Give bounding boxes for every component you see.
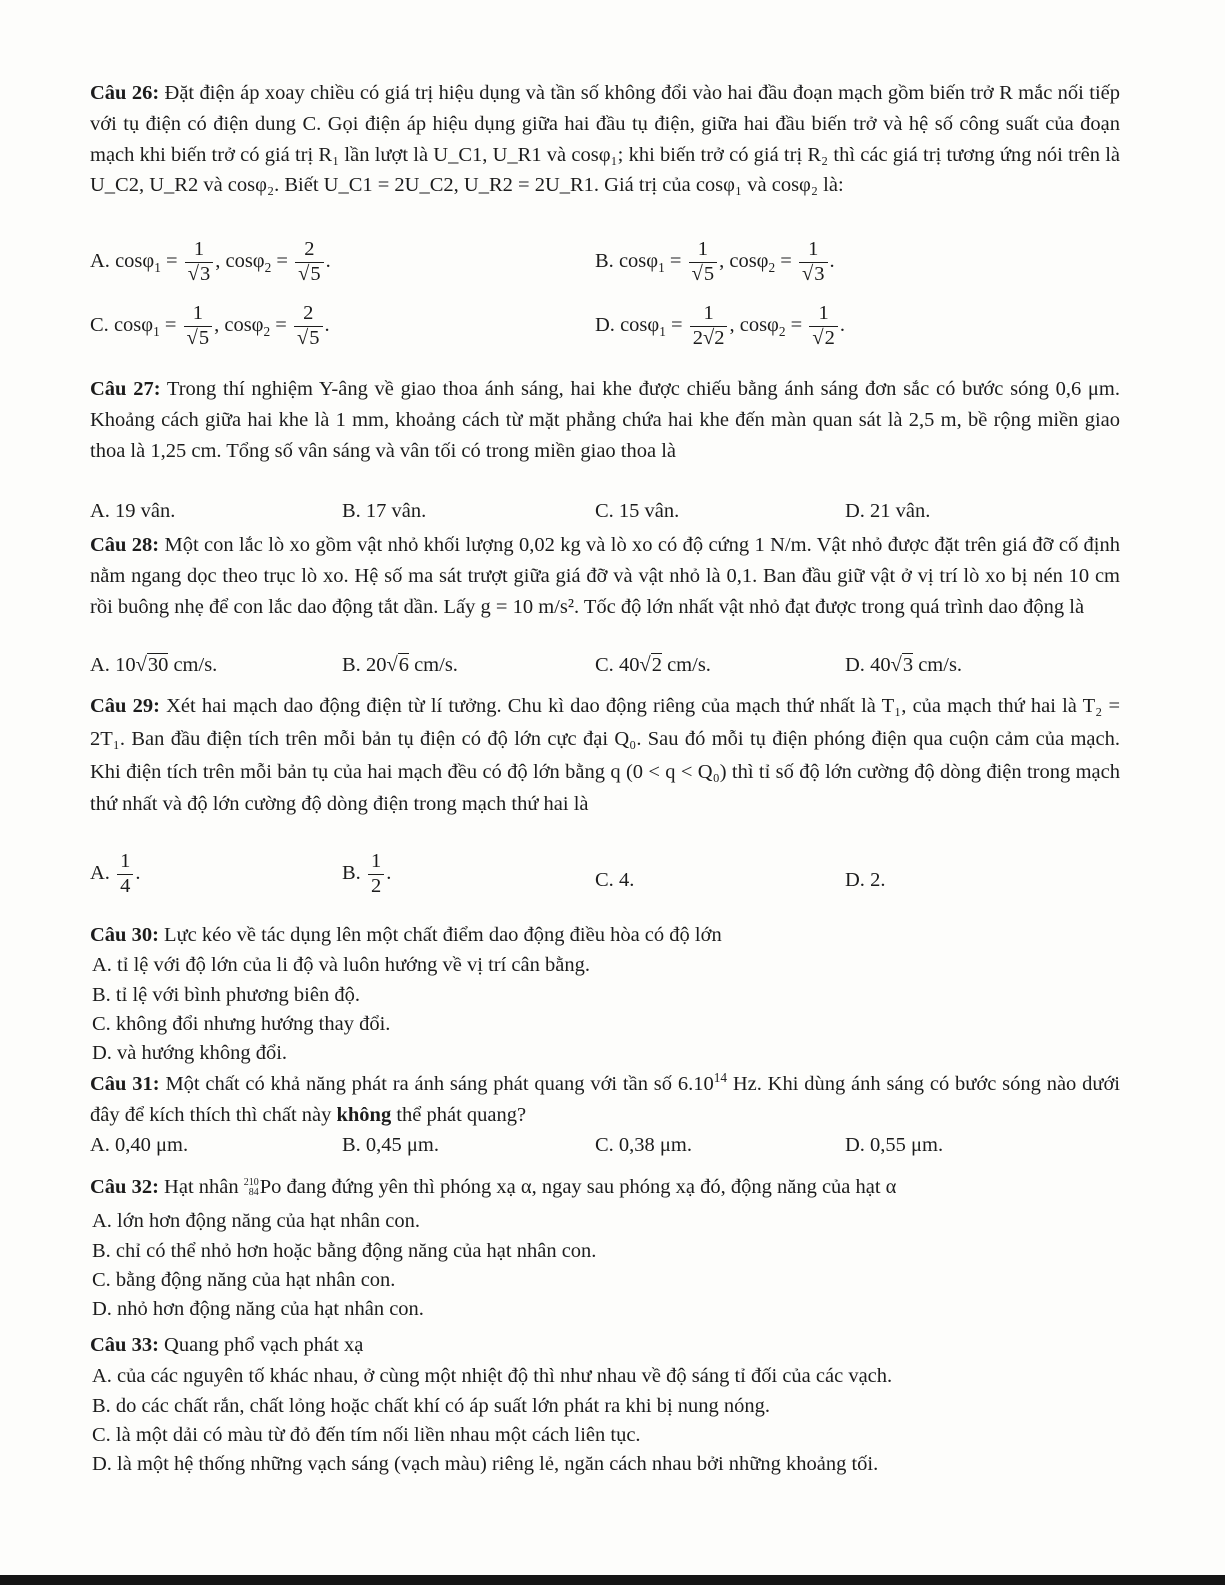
option-a: A. cosφ$_1$ = $\frac{1}{√3}$ , cosφ$_2$ = $\frac{2}{√5}$ . — [90, 238, 331, 285]
question-label: Câu 28: — [90, 534, 160, 556]
question-26 — [90, 78, 1120, 201]
question-33 — [90, 1330, 1120, 1361]
option-b: B. 0,45 μm. — [342, 1134, 439, 1156]
option-d: D. 21 vân. — [845, 500, 931, 522]
option-c: C. 15 vân. — [595, 500, 680, 522]
question-label: Câu 26: — [90, 82, 160, 104]
option-a: A. của các nguyên tố khác nhau, ở cùng một nhiệt độ thì như nhau về độ sáng tỉ đối của các vạch. — [92, 1365, 893, 1387]
question-30 — [90, 920, 1120, 951]
question-label: Câu 33: — [90, 1334, 159, 1356]
option-c: C. 40√2 cm/s. — [595, 654, 711, 676]
option-b: B. chỉ có thể nhỏ hơn hoặc bằng động năng của hạt nhân con. — [92, 1240, 597, 1262]
option-d: D. 0,55 μm. — [845, 1134, 944, 1156]
option-d: D. 40√3 cm/s. — [845, 654, 963, 676]
question-27-options — [90, 496, 1130, 526]
option-c: C. bằng động năng của hạt nhân con. — [92, 1269, 396, 1291]
option-b: B. $\frac{1}{2}$ . — [342, 850, 392, 897]
question-text: Đặt điện áp xoay chiều có giá trị hiệu dụng và tần số không đổi vào hai đầu đoạn mạch gồm biến trở R mắc nối tiếp với tụ điện có điện dung C. Gọi điện áp hiệu dụng giữa hai đầu tụ điện, giữa hai đầu biến trở và hệ số công suất của đoạn mạch khi biến trở có giá trị R₁ lần lượt là U_C1, U_R1 và cosφ₁; khi biến trở có giá trị R₂ thì các giá trị tương ứng nói trên là U_C2, U_R2 và cosφ₂. Biết U_C1 = 2U_C2, U_R2 = 2U_R1. Giá trị của cosφ₁ và cosφ₂ là: — [90, 82, 1120, 197]
question-label: Câu 32: — [90, 1176, 159, 1198]
option-b: B. 17 vân. — [342, 500, 427, 522]
option-d: D. 2. — [845, 869, 886, 891]
option-c: C. cosφ$_1$ = $\frac{1}{√5}$ , cosφ$_2$ = $\frac{2}{√5}$ . — [90, 302, 330, 349]
question-label: Câu 27: — [90, 378, 161, 400]
question-32: Câu 32: Hạt nhân 210 84 Po đang đứng yên thì phóng xạ α, ngay sau phóng xạ đó, động năng của hạt α — [90, 1176, 897, 1199]
option-a: A. 10√30 cm/s. — [90, 654, 218, 676]
option-c: C. không đổi nhưng hướng thay đổi. — [92, 1013, 391, 1035]
option-a: A. lớn hơn động năng của hạt nhân con. — [92, 1210, 420, 1232]
question-text: Quang phổ vạch phát xạ — [164, 1334, 364, 1356]
question-label: Câu 31: — [90, 1072, 160, 1095]
question-29-options — [90, 850, 1130, 910]
question-text: Lực kéo về tác dụng lên một chất điểm dao động điều hòa có độ lớn — [164, 924, 722, 946]
option-d: D. nhỏ hơn động năng của hạt nhân con. — [92, 1298, 424, 1320]
option-c: C. 0,38 μm. — [595, 1134, 692, 1156]
question-28 — [90, 530, 1120, 622]
question-text: Trong thí nghiệm Y-âng về giao thoa ánh sáng, hai khe được chiếu bằng ánh sáng đơn sắc có bước sóng 0,6 μm. Khoảng cách giữa hai khe là 1 mm, khoảng cách từ mặt phẳng chứa hai khe đến màn quan sát là 2,5 m, bề rộng miền giao thoa là 1,25 cm. Tổng số vân sáng và vân tối có trong miền giao thoa là — [90, 378, 1120, 462]
option-d: D. và hướng không đổi. — [92, 1042, 288, 1064]
option-b: B. cosφ$_1$ = $\frac{1}{√5}$ , cosφ$_2$ = $\frac{1}{√3}$ . — [595, 238, 835, 285]
option-a: A. 19 vân. — [90, 500, 176, 522]
scan-edge-bar — [0, 1575, 1225, 1585]
option-d: D. cosφ$_1$ = $\frac{1}{2√2}$ , cosφ$_2$ = $\frac{1}{√2}$ . — [595, 302, 845, 349]
question-26-options — [90, 238, 1130, 368]
nuclide-notation: 210 84 — [243, 1176, 259, 1199]
option-a: A. 0,40 μm. — [90, 1134, 189, 1156]
question-29 — [90, 690, 1120, 821]
question-label: Câu 30: — [90, 924, 159, 946]
question-text: Một con lắc lò xo gồm vật nhỏ khối lượng 0,02 kg và lò xo có độ cứng 1 N/m. Vật nhỏ được đặt trên giá đỡ cố định nằm ngang dọc theo trục lò xo. Hệ số ma sát trượt giữa giá đỡ và vật nhỏ là 0,1. Ban đầu giữ vật ở vị trí lò xo bị nén 10 cm rồi buông nhẹ để con lắc dao động tắt dần. Lấy g = 10 m/s². Tốc độ lớn nhất vật nhỏ đạt được trong quá trình dao động là — [90, 534, 1120, 618]
question-27 — [90, 374, 1120, 466]
option-b: B. 20√6 cm/s. — [342, 654, 458, 676]
question-label: Câu 29: — [90, 695, 160, 717]
option-d: D. là một hệ thống những vạch sáng (vạch màu) riêng lẻ, ngăn cách nhau bởi những khoảng tối. — [92, 1453, 879, 1475]
option-a: A. $\frac{1}{4}$ . — [90, 850, 141, 897]
question-31-options — [90, 1130, 1130, 1160]
question-28-options — [90, 650, 1130, 680]
question-text: Xét hai mạch dao động điện từ lí tưởng. Chu kì dao động riêng của mạch thứ nhất là T₁, của mạch thứ hai là T₂ = 2T₁. Ban đầu điện tích trên mỗi bản tụ điện có độ lớn cực đại Q₀. Sau đó mỗi tụ điện phóng điện qua cuộn cảm của mạch. Khi điện tích trên mỗi bản tụ của hai mạch đều có độ lớn bằng q (0 < q < Q₀) thì tỉ số độ lớn cường độ dòng điện trong mạch thứ nhất và độ lớn cường độ dòng điện trong mạch thứ hai là — [90, 695, 1121, 816]
option-c: C. là một dải có màu từ đỏ đến tím nối liền nhau một cách liên tục. — [92, 1424, 641, 1446]
option-b: B. do các chất rắn, chất lỏng hoặc chất khí có áp suất lớn phát ra khi bị nung nóng. — [92, 1395, 771, 1417]
option-a: A. tỉ lệ với độ lớn của li độ và luôn hướng về vị trí cân bằng. — [92, 954, 590, 976]
question-31: Câu 31: Một chất có khả năng phát ra ánh sáng phát quang với tần số 6.10$^{14}$ Hz. Khi dùng ánh sáng có bước sóng nào dưới đây để kích thích thì chất này không thể phát quang? — [90, 1070, 1121, 1126]
option-c: C. 4. — [595, 869, 635, 891]
option-b: B. tỉ lệ với bình phương biên độ. — [92, 984, 360, 1006]
